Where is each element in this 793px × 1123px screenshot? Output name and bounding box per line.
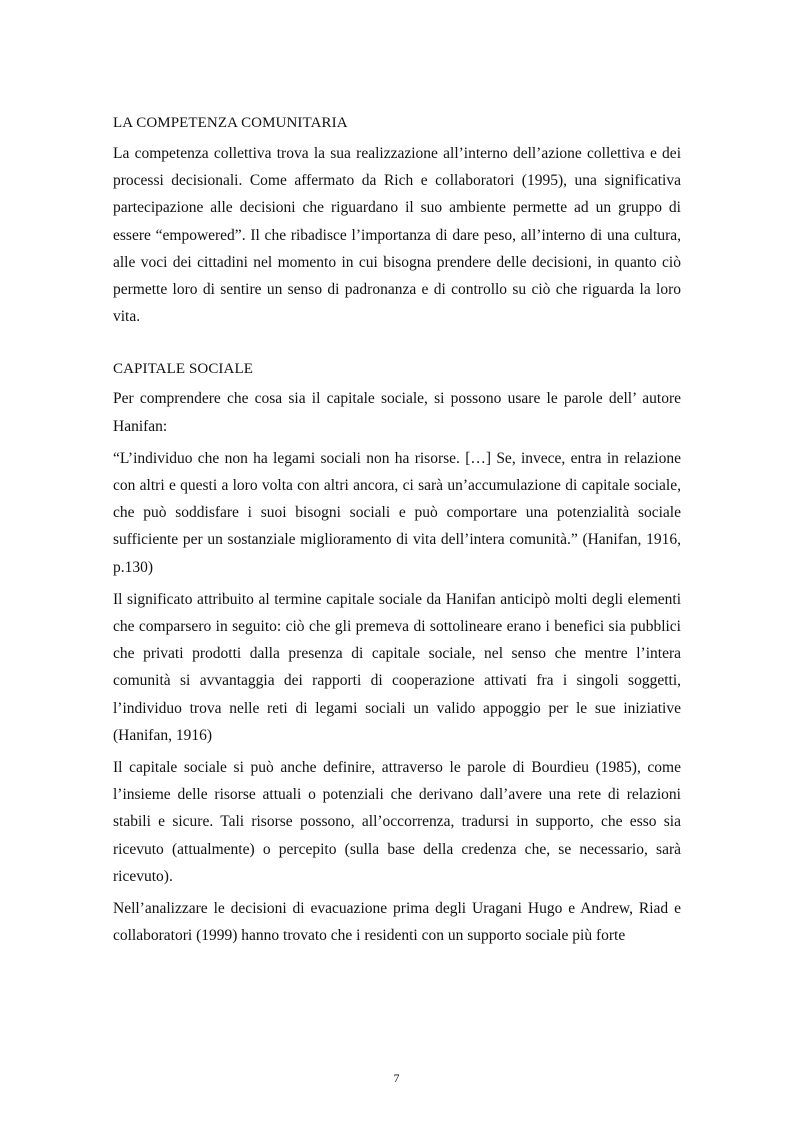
section-heading-competenza-comunitaria: LA COMPETENZA COMUNITARIA — [113, 115, 348, 131]
section-heading-capitale-sociale: CAPITALE SOCIALE — [113, 361, 253, 378]
page-number: 7 — [393, 1071, 400, 1085]
quote-paragraph: “L’individuo che non ha legami sociali non ha risorse. […] Se, invece, entra in relazione con altri e questi a loro volta con altri ancora, ci sarà un’accumulazione di capitale sociale, che può soddisfare i suoi bisogni sociali e può comportare una potenzialità sociale sufficiente per un sostanziale miglioramento di vita dell’intera comunità.” (Hanifan, 1916, p.130) — [113, 449, 681, 576]
paragraph: La competenza collettiva trova la sua realizzazione all’interno dell’azione collettiva e dei processi decisionali. Come affermato da Rich e collaboratori (1995), una significativa partecipazione alle decisioni che riguardano il suo ambiente permette ad un gruppo di essere “empowered”. Il che ribadisce l’importanza di dare peso, all’interno di una cultura, alle voci dei cittadini nel momento in cui bisogna prendere delle decisioni, in quanto ciò permette loro di sentire un senso di padronanza e di controllo su ciò che riguarda la loro vita. — [113, 145, 681, 326]
paragraph: Per comprendere che cosa sia il capitale sociale, si possono usare le parole dell’ autore Hanifan: — [113, 390, 681, 435]
paragraph: Il capitale sociale si può anche definire, attraverso le parole di Bourdieu (1985), come l’insieme delle risorse attuali o potenziali che derivano dall’avere una rete di relazioni stabili e sicure. Tali risorse possono, all’occorrenza, tradursi in supporto, che esso sia ricevuto (attualmente) o percepito (sulla base della credenza che, se necessario, sarà ricevuto). — [113, 759, 681, 885]
paragraph: Nell’analizzare le decisioni di evacuazione prima degli Uragani Hugo e Andrew, Riad e collaboratori (1999) hanno trovato che i residenti con un supporto sociale più forte — [113, 900, 681, 945]
paragraph: Il significato attribuito al termine capitale sociale da Hanifan anticipò molti degli elementi che comparsero in seguito: ciò che gli premeva di sottolineare erano i benefici sia pubblici che privati prodotti dalla presenza di capitale sociale, nel senso che mentre l’intera comunità si avvantaggia dei rapporti di cooperazione attivati fra i singoli soggetti, l’individuo trova nelle reti di legami sociali un valido appoggio per le sue iniziative (Hanifan, 1916) — [113, 590, 681, 744]
document-page — [113, 110, 681, 954]
